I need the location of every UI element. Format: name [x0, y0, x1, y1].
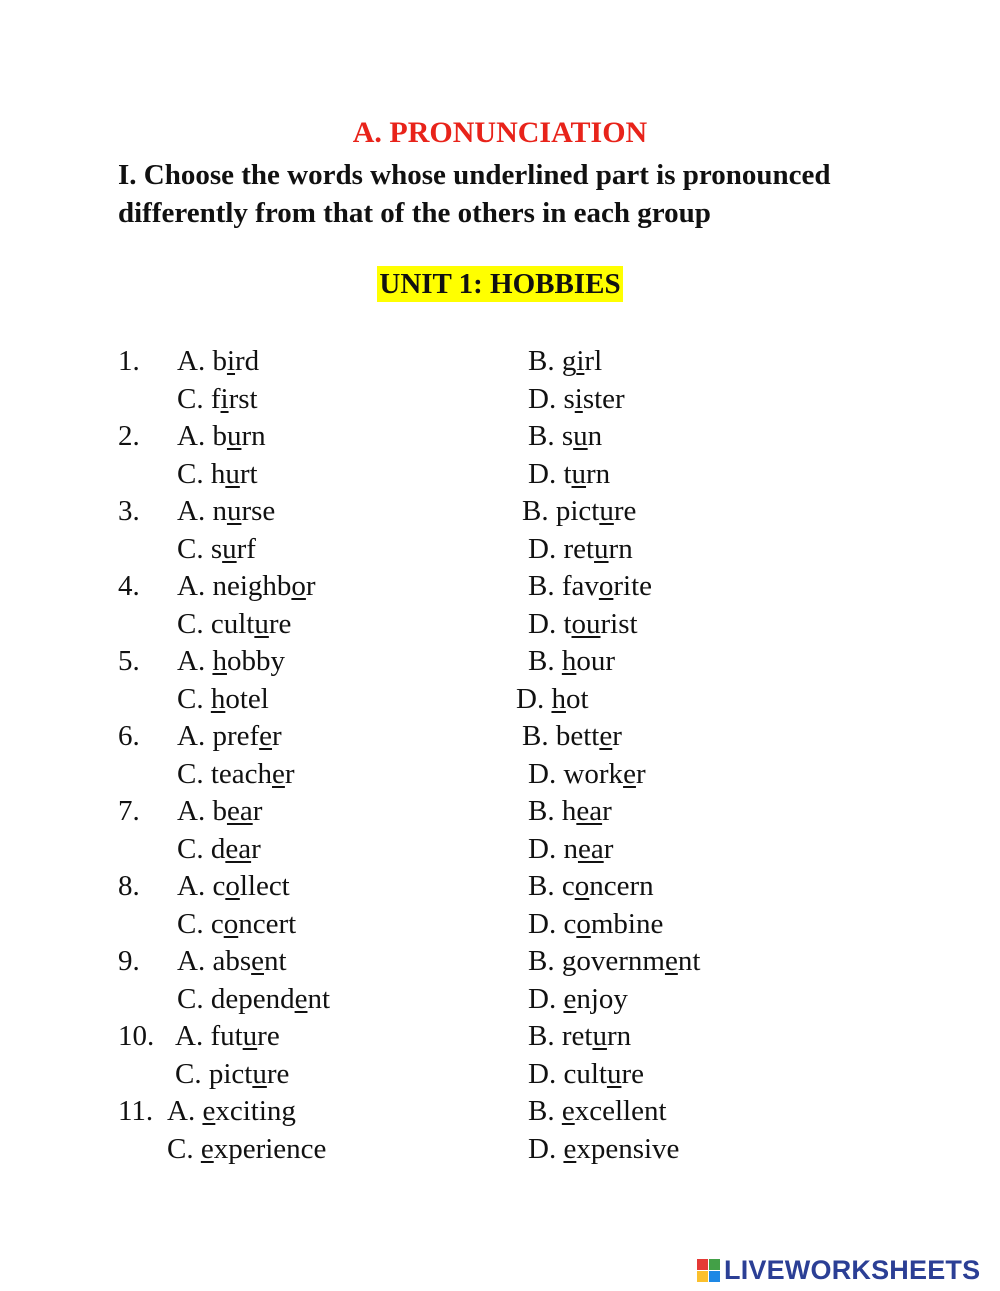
option-label: C.: [177, 832, 204, 865]
underlined-part: u: [606, 1057, 622, 1090]
word-part: bett: [555, 720, 600, 752]
underlined-part: u: [242, 1020, 258, 1052]
word-part: re: [257, 1020, 280, 1052]
question-number: 11.: [118, 1095, 154, 1127]
word-part: c: [563, 907, 577, 940]
option-label: A.: [177, 795, 206, 827]
option-label: D.: [528, 382, 557, 415]
underlined-part: i: [574, 382, 583, 415]
option-label: B.: [528, 345, 555, 377]
word-part: r: [602, 795, 612, 827]
underlined-part: u: [225, 457, 240, 490]
word-part: governm: [561, 945, 665, 977]
underlined-part: e: [664, 945, 678, 977]
word-part: r: [252, 795, 263, 827]
word-part: n: [563, 832, 578, 865]
option-c[interactable]: [177, 756, 295, 794]
word-part: nt: [264, 945, 287, 977]
option-b[interactable]: [528, 643, 615, 681]
word-part: re: [266, 1057, 290, 1090]
question-row-continued: [0, 981, 1000, 1019]
word-part: s: [561, 420, 574, 452]
word-part: work: [563, 757, 624, 790]
word-part: teach: [210, 757, 273, 790]
option-b[interactable]: [528, 1093, 667, 1131]
underlined-part: e: [251, 945, 264, 977]
underlined-part: h: [551, 682, 566, 715]
option-d[interactable]: [528, 756, 646, 794]
option-b[interactable]: [522, 493, 636, 531]
option-c[interactable]: [167, 1131, 326, 1169]
underlined-part: e: [200, 1132, 214, 1165]
word-part: c: [561, 870, 575, 902]
option-label: B.: [528, 945, 555, 977]
option-d[interactable]: [528, 906, 663, 944]
question-row-continued: [0, 381, 1000, 419]
word-part: b: [212, 420, 227, 452]
option-label: C.: [177, 457, 204, 490]
question-number: 4.: [118, 570, 140, 602]
word-part: pict: [555, 495, 600, 527]
word-part: xpensive: [576, 1132, 680, 1165]
question-row-continued: [0, 531, 1000, 569]
option-c[interactable]: [177, 831, 261, 869]
question-number: 2.: [118, 420, 140, 452]
word-part: c: [210, 907, 224, 940]
option-label: D.: [528, 1132, 557, 1165]
option-b[interactable]: [528, 343, 602, 381]
option-d[interactable]: [516, 681, 589, 719]
word-part: njoy: [576, 982, 628, 1015]
question-row-continued: [0, 456, 1000, 494]
word-part: llect: [239, 870, 290, 902]
question-row-continued: [0, 681, 1000, 719]
option-c[interactable]: [177, 531, 256, 569]
word-part: r: [603, 832, 614, 865]
word-part: cult: [563, 1057, 607, 1090]
word-part: ret: [563, 532, 595, 565]
option-a[interactable]: [167, 1093, 296, 1131]
option-a[interactable]: [177, 793, 262, 831]
underlined-part: e: [294, 982, 308, 1015]
underlined-part: e: [202, 1095, 216, 1127]
option-label: B.: [528, 870, 555, 902]
option-label: D.: [528, 982, 557, 1015]
word-part: neighb: [212, 570, 292, 602]
word-part: rist: [600, 607, 638, 640]
word-part: pict: [208, 1057, 253, 1090]
option-label: C.: [177, 682, 204, 715]
underlined-part: e: [563, 982, 577, 1015]
option-d[interactable]: [528, 456, 610, 494]
underlined-part: u: [226, 495, 242, 527]
underlined-part: ea: [226, 795, 253, 827]
option-label: B.: [528, 1095, 555, 1127]
liveworksheets-watermark: [697, 1252, 980, 1288]
option-label: D.: [528, 1057, 557, 1090]
underlined-part: o: [225, 870, 240, 902]
underlined-part: o: [574, 870, 590, 902]
question-row: [0, 643, 1000, 681]
underlined-part: u: [252, 1057, 267, 1090]
word-part: rn: [241, 420, 266, 452]
option-label: A.: [177, 495, 206, 527]
option-a[interactable]: [177, 343, 259, 381]
word-part: xcellent: [574, 1095, 667, 1127]
word-part: rn: [586, 457, 611, 490]
word-part: abs: [212, 945, 252, 977]
word-part: r: [272, 720, 282, 752]
underlined-part: ea: [225, 832, 252, 865]
option-label: A.: [177, 345, 206, 377]
word-part: r: [635, 757, 646, 790]
word-part: rl: [584, 345, 603, 377]
option-b[interactable]: [528, 1018, 631, 1056]
underlined-part: e: [599, 720, 613, 752]
word-part: r: [305, 570, 316, 602]
option-a[interactable]: [177, 568, 316, 606]
question-row: [0, 718, 1000, 756]
option-label: C.: [177, 382, 204, 415]
option-label: A.: [177, 645, 206, 677]
underlined-part: u: [594, 532, 609, 565]
option-label: B.: [528, 420, 555, 452]
word-part: s: [563, 382, 575, 415]
word-part: b: [212, 345, 227, 377]
word-part: c: [212, 870, 226, 902]
option-d[interactable]: [528, 981, 628, 1019]
word-part: mbine: [590, 907, 664, 940]
underlined-part: o: [576, 907, 591, 940]
word-part: n: [212, 495, 227, 527]
word-part: re: [621, 1057, 644, 1090]
option-label: B.: [528, 645, 555, 677]
word-part: t: [563, 607, 572, 640]
question-row: [0, 343, 1000, 381]
option-d[interactable]: [528, 1131, 679, 1169]
question-row: [0, 568, 1000, 606]
option-label: D.: [528, 832, 557, 865]
underlined-part: ou: [571, 607, 601, 640]
question-number: 10.: [118, 1020, 155, 1052]
option-d[interactable]: [528, 831, 613, 869]
option-label: A.: [177, 945, 206, 977]
question-row: [0, 793, 1000, 831]
question-row-continued: [0, 831, 1000, 869]
word-part: ret: [561, 1020, 593, 1052]
word-part: rite: [613, 570, 653, 602]
underlined-part: o: [223, 907, 239, 940]
option-c[interactable]: [177, 381, 258, 419]
liveworksheets-logo-icon: [697, 1259, 720, 1282]
option-label: D.: [528, 757, 557, 790]
underlined-part: h: [561, 645, 577, 677]
underlined-part: e: [259, 720, 273, 752]
option-label: C.: [175, 1057, 202, 1090]
option-label: B.: [528, 795, 555, 827]
option-label: D.: [516, 682, 545, 715]
liveworksheets-text: LIVEWORKSHEETS: [724, 1254, 981, 1285]
option-b[interactable]: [528, 943, 700, 981]
word-part: fut: [210, 1020, 243, 1052]
option-label: B.: [528, 570, 555, 602]
option-c[interactable]: [175, 1056, 289, 1094]
underlined-part: u: [222, 532, 237, 565]
question-row-continued: [0, 906, 1000, 944]
option-b[interactable]: [528, 868, 654, 906]
question-number: 6.: [118, 720, 140, 752]
question-row: [0, 1018, 1000, 1056]
word-part: g: [561, 345, 577, 377]
option-label: A.: [177, 720, 206, 752]
word-part: rd: [235, 345, 260, 377]
option-a[interactable]: [177, 643, 285, 681]
word-part: depend: [210, 982, 295, 1015]
section-title: A. PRONUNCIATION: [352, 116, 648, 149]
option-label: C.: [167, 1132, 194, 1165]
word-part: obby: [226, 645, 285, 677]
option-label: C.: [177, 607, 204, 640]
option-label: D.: [528, 907, 557, 940]
instruction-text: I. Choose the words whose underlined part is pronounced differently from that of the others in each group: [118, 159, 831, 229]
word-part: t: [563, 457, 572, 490]
word-part: f: [210, 382, 221, 415]
underlined-part: i: [220, 382, 229, 415]
word-part: pref: [212, 720, 260, 752]
option-c[interactable]: [177, 981, 330, 1019]
word-part: h: [210, 457, 226, 490]
unit-title: UNIT 1: HOBBIES: [379, 268, 621, 300]
question-row-continued: [0, 756, 1000, 794]
underlined-part: o: [598, 570, 614, 602]
option-label: D.: [528, 457, 557, 490]
word-part: ot: [565, 682, 589, 715]
word-part: r: [251, 832, 261, 865]
logo-square: [697, 1259, 708, 1270]
underlined-part: e: [623, 757, 636, 790]
underlined-part: i: [226, 345, 236, 377]
question-number: 1.: [118, 345, 140, 377]
word-part: re: [613, 495, 637, 527]
option-label: B.: [522, 495, 549, 527]
question-number: 8.: [118, 870, 140, 902]
underlined-part: o: [291, 570, 306, 602]
option-label: C.: [177, 757, 204, 790]
word-part: b: [212, 795, 227, 827]
option-label: C.: [177, 982, 204, 1015]
underlined-part: e: [272, 757, 285, 790]
question-number: 5.: [118, 645, 140, 677]
underlined-part: e: [563, 1132, 577, 1165]
word-part: r: [612, 720, 622, 752]
underlined-part: e: [561, 1095, 575, 1127]
question-number: 7.: [118, 795, 140, 827]
option-label: A.: [177, 870, 206, 902]
option-d[interactable]: [528, 606, 638, 644]
underlined-part: u: [254, 607, 269, 640]
option-label: A.: [177, 420, 206, 452]
word-part: our: [576, 645, 616, 677]
option-b[interactable]: [528, 568, 652, 606]
word-part: n: [587, 420, 603, 452]
word-part: h: [561, 795, 577, 827]
word-part: cult: [210, 607, 255, 640]
option-a[interactable]: [177, 718, 282, 756]
word-part: nt: [677, 945, 701, 977]
option-label: A.: [175, 1020, 204, 1052]
option-label: A.: [167, 1095, 196, 1127]
option-label: B.: [528, 1020, 555, 1052]
word-part: re: [268, 607, 292, 640]
option-label: B.: [522, 720, 549, 752]
question-row: [0, 418, 1000, 456]
word-part: rst: [228, 382, 258, 415]
option-c[interactable]: [177, 456, 258, 494]
logo-square: [697, 1271, 708, 1282]
question-row-continued: [0, 1131, 1000, 1169]
underlined-part: u: [226, 420, 242, 452]
word-part: ncern: [589, 870, 654, 902]
question-number: 9.: [118, 945, 140, 977]
question-row: [0, 1093, 1000, 1131]
question-row: [0, 868, 1000, 906]
question-row: [0, 943, 1000, 981]
option-label: D.: [528, 607, 557, 640]
option-a[interactable]: [177, 943, 287, 981]
word-part: rn: [608, 532, 633, 565]
word-part: r: [284, 757, 295, 790]
word-part: d: [210, 832, 226, 865]
option-d[interactable]: [528, 531, 633, 569]
option-label: D.: [528, 532, 557, 565]
word-part: rn: [606, 1020, 632, 1052]
option-label: C.: [177, 532, 204, 565]
underlined-part: u: [573, 420, 588, 452]
unit-heading: [0, 266, 1000, 302]
option-a[interactable]: [177, 868, 290, 906]
underlined-part: u: [599, 495, 614, 527]
option-b[interactable]: [528, 418, 602, 456]
question-number: 3.: [118, 495, 140, 527]
option-d[interactable]: [528, 1056, 644, 1094]
option-c[interactable]: [177, 681, 269, 719]
option-c[interactable]: [177, 906, 296, 944]
word-part: ster: [582, 382, 625, 415]
word-part: fav: [561, 570, 599, 602]
word-part: ncert: [238, 907, 297, 940]
underlined-part: u: [571, 457, 587, 490]
underlined-part: i: [576, 345, 585, 377]
question-row-continued: [0, 1056, 1000, 1094]
word-part: rt: [239, 457, 258, 490]
logo-square: [709, 1271, 720, 1282]
word-part: xperience: [213, 1132, 327, 1165]
option-a[interactable]: [175, 1018, 280, 1056]
word-part: xciting: [215, 1095, 296, 1127]
word-part: otel: [225, 682, 269, 715]
word-part: rf: [236, 532, 256, 565]
underlined-part: h: [210, 682, 226, 715]
word-part: s: [210, 532, 223, 565]
option-b[interactable]: [522, 718, 622, 756]
underlined-part: ea: [577, 832, 604, 865]
underlined-part: u: [592, 1020, 607, 1052]
option-a[interactable]: [177, 418, 266, 456]
word-part: rse: [241, 495, 276, 527]
option-d[interactable]: [528, 381, 625, 419]
question-row-continued: [0, 606, 1000, 644]
logo-square: [709, 1259, 720, 1270]
option-c[interactable]: [177, 606, 291, 644]
option-label: A.: [177, 570, 206, 602]
option-b[interactable]: [528, 793, 612, 831]
underlined-part: h: [212, 645, 227, 677]
underlined-part: ea: [576, 795, 603, 827]
question-row: [0, 493, 1000, 531]
option-a[interactable]: [177, 493, 275, 531]
word-part: nt: [307, 982, 331, 1015]
option-label: C.: [177, 907, 204, 940]
question-list: [0, 343, 1000, 1168]
